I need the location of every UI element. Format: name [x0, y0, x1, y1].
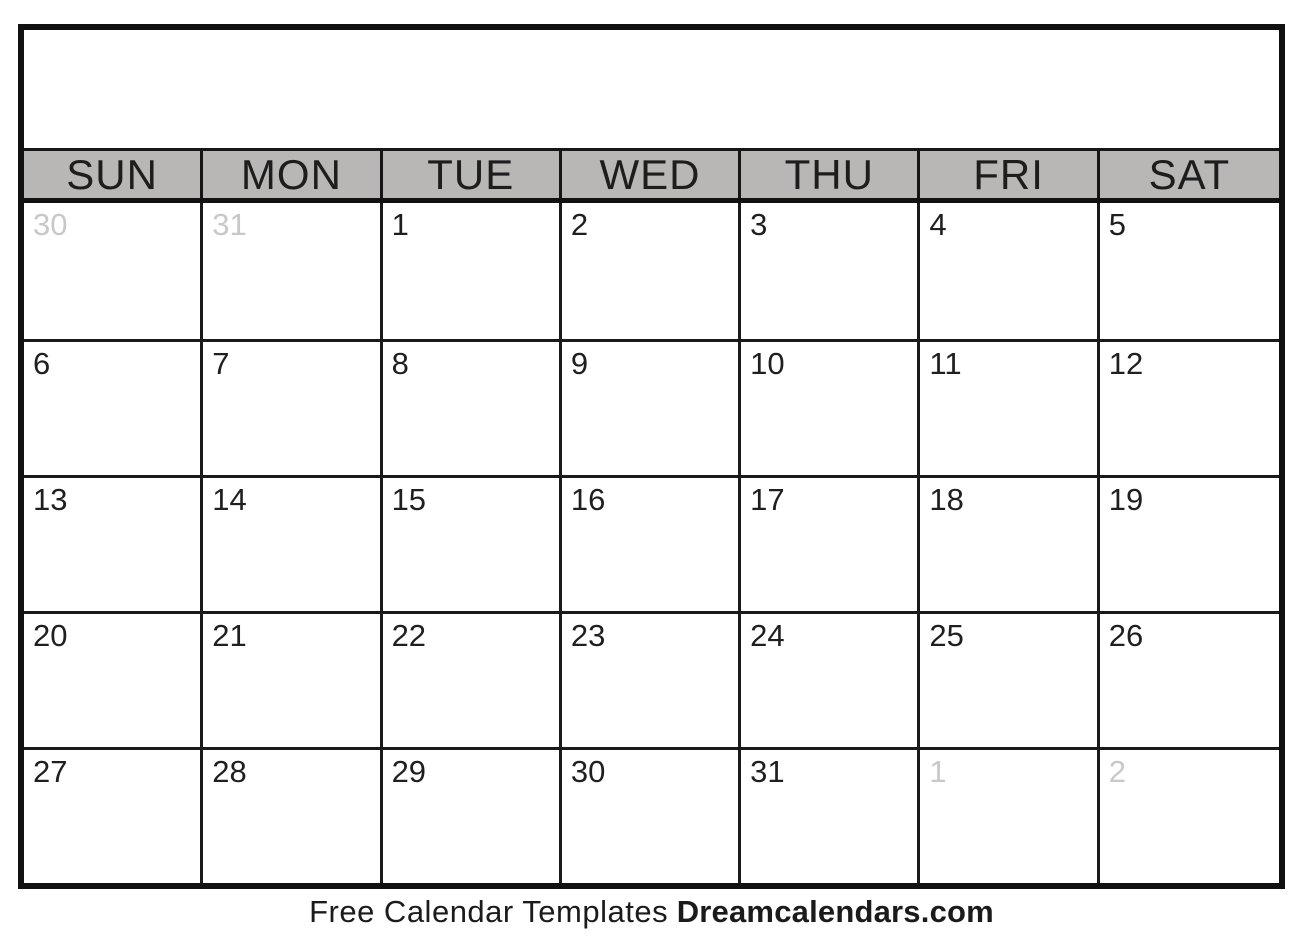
- date-cell: [383, 339, 562, 475]
- footer: [0, 894, 1303, 930]
- date-cell: [203, 747, 382, 883]
- day-header-thu: THU: [741, 151, 920, 198]
- day-header-sun: SUN: [24, 151, 203, 198]
- date-number: 15: [391, 482, 427, 517]
- date-cell: [920, 747, 1099, 883]
- date-number: 2: [570, 207, 589, 242]
- date-cell: [24, 203, 203, 339]
- date-cell: [920, 339, 1099, 475]
- date-cell: [562, 339, 741, 475]
- date-cell: [741, 339, 920, 475]
- date-number: 25: [929, 618, 964, 653]
- date-cell: [24, 475, 203, 611]
- date-cell: [383, 611, 562, 747]
- date-number: 11: [929, 346, 962, 381]
- date-cell: [920, 611, 1099, 747]
- date-cell: [24, 339, 203, 475]
- date-number: 6: [33, 346, 51, 381]
- footer-brand: Dreamcalendars.com: [676, 894, 994, 929]
- date-cell: [562, 611, 741, 747]
- month-title-box: [24, 30, 1279, 151]
- date-cell: [203, 339, 382, 475]
- day-header-tue: TUE: [383, 151, 562, 198]
- date-number: 22: [391, 618, 427, 653]
- date-number: 4: [929, 207, 947, 242]
- date-cell: [203, 203, 382, 339]
- date-number: 28: [212, 754, 247, 789]
- date-number: 18: [929, 482, 964, 517]
- date-number: 14: [212, 482, 247, 517]
- date-number: 17: [750, 482, 785, 517]
- day-header-mon: MON: [203, 151, 382, 198]
- date-number: 19: [1108, 482, 1144, 517]
- date-cell: [920, 475, 1099, 611]
- date-number: 5: [1108, 207, 1126, 242]
- date-number: 1: [929, 754, 947, 789]
- date-cell: [920, 203, 1099, 339]
- date-cell: [741, 203, 920, 339]
- date-cell: [562, 203, 741, 339]
- date-number: 1: [391, 207, 409, 242]
- date-number: 2: [1108, 754, 1126, 789]
- date-cell: [1100, 747, 1279, 883]
- date-number: 31: [750, 754, 785, 789]
- footer-text: Free Calendar Templates: [309, 894, 669, 929]
- date-cell: [741, 747, 920, 883]
- date-cell: [562, 747, 741, 883]
- date-number: 30: [570, 754, 606, 789]
- date-number: 27: [33, 754, 68, 789]
- date-number: 16: [570, 482, 606, 517]
- date-number: 13: [33, 482, 68, 517]
- calendar: [18, 24, 1285, 889]
- date-number: 9: [570, 346, 589, 381]
- date-cell: [1100, 611, 1279, 747]
- day-header-row: [24, 151, 1279, 203]
- date-number: 30: [33, 207, 68, 242]
- date-number: 8: [391, 346, 409, 381]
- date-cell: [562, 475, 741, 611]
- date-number: 3: [750, 207, 768, 242]
- date-cell: [1100, 203, 1279, 339]
- date-cell: [24, 747, 203, 883]
- date-number: 7: [212, 346, 230, 381]
- date-cell: [741, 611, 920, 747]
- date-cell: [203, 475, 382, 611]
- date-cell: [383, 747, 562, 883]
- date-number: 31: [212, 207, 247, 242]
- day-header-wed: WED: [562, 151, 741, 198]
- date-cell: [383, 475, 562, 611]
- date-number: 24: [750, 618, 785, 653]
- day-header-fri: FRI: [920, 151, 1099, 198]
- day-header-sat: SAT: [1148, 151, 1231, 198]
- date-number: 21: [212, 618, 247, 653]
- date-number: 20: [33, 618, 68, 653]
- date-number: 23: [570, 618, 606, 653]
- date-cell: [1100, 475, 1279, 611]
- date-cell: [24, 611, 203, 747]
- date-number: 26: [1108, 618, 1144, 653]
- date-number: 12: [1108, 346, 1144, 381]
- date-cell: [741, 475, 920, 611]
- date-cell: [1100, 339, 1279, 475]
- date-number: 10: [750, 346, 785, 381]
- date-grid: [24, 203, 1279, 883]
- date-number: 29: [391, 754, 427, 789]
- date-cell: [203, 611, 382, 747]
- date-cell: [383, 203, 562, 339]
